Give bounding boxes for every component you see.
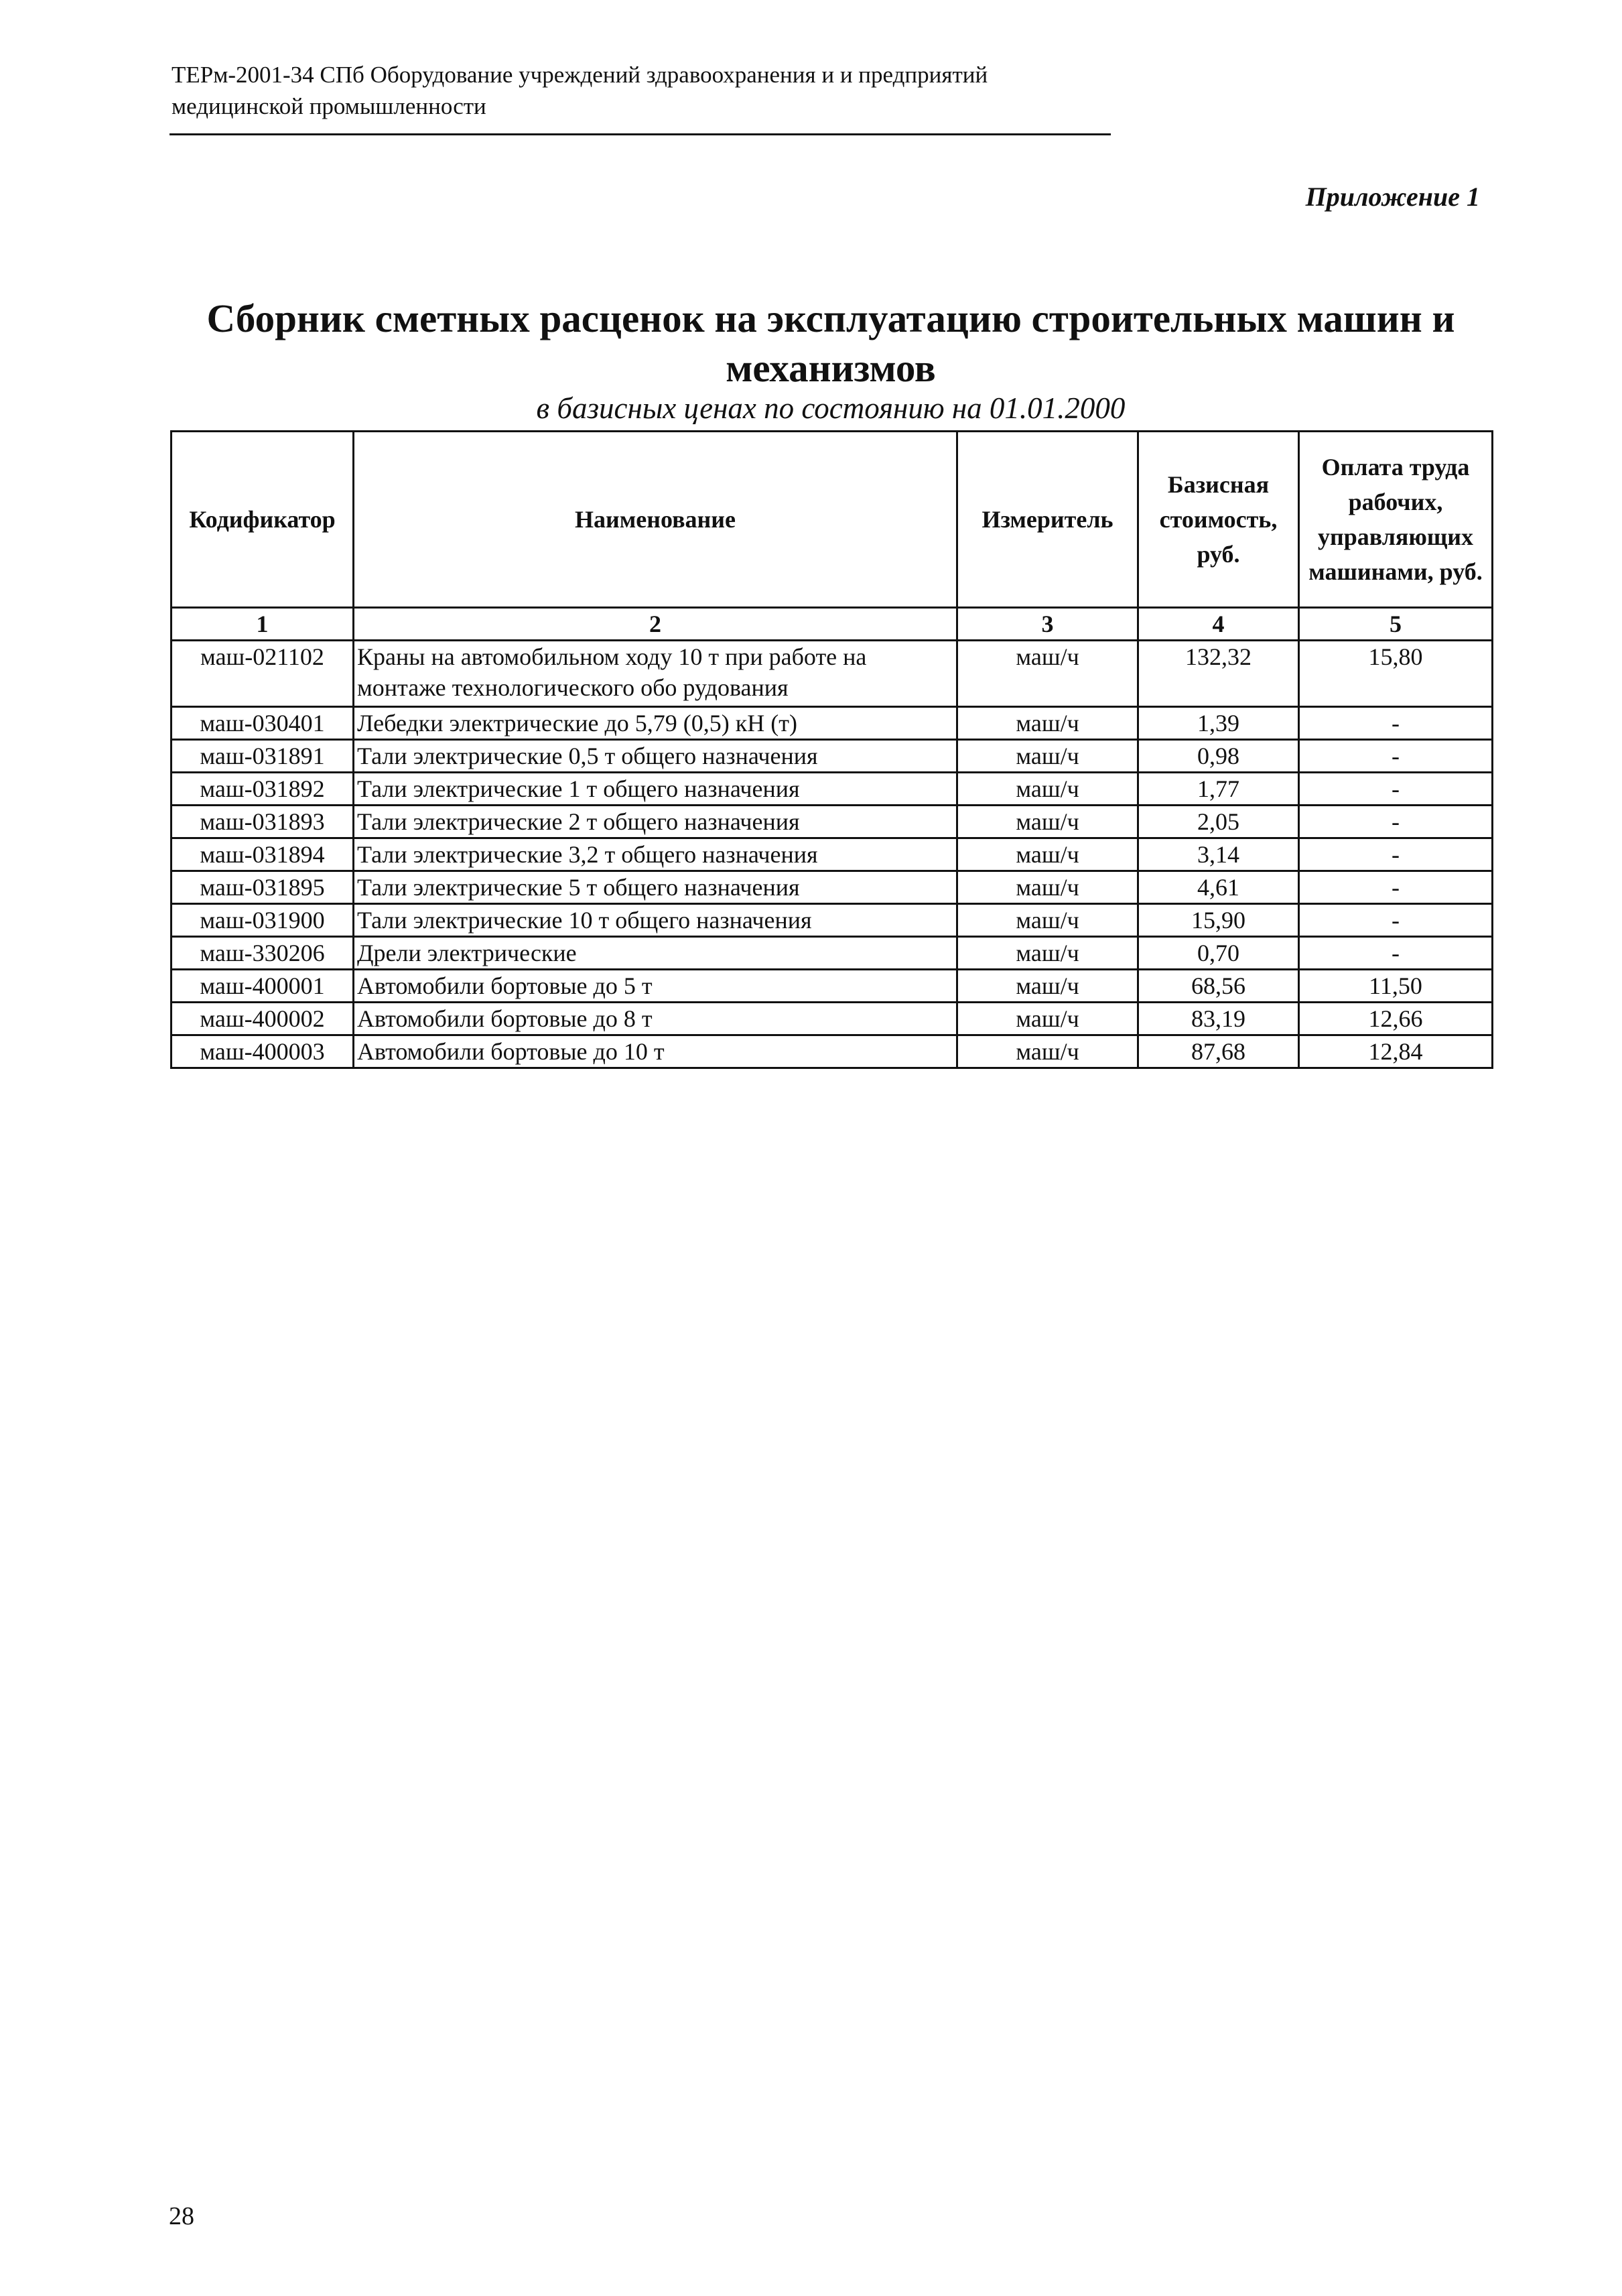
table-row xyxy=(172,937,1493,970)
document-header: ТЕРм-2001-34 СПб Оборудование учреждений здравоохранения и и предприятий медицинской промышленности xyxy=(172,62,988,119)
cell-cost: 68,56 xyxy=(1138,970,1299,1003)
cell-labor: 11,50 xyxy=(1299,970,1493,1003)
cell-code: маш-330206 xyxy=(172,937,354,970)
cell-name: Лебедки электрические до 5,79 (0,5) кН (т) xyxy=(354,707,957,740)
column-number: 3 xyxy=(957,608,1138,641)
column-header-name: Наименование xyxy=(354,432,957,608)
cell-name: Краны на автомобильном ходу 10 т при работе на монтаже технологического обо рудования xyxy=(354,641,957,707)
cell-name: Тали электрические 10 т общего назначения xyxy=(354,904,957,937)
cell-labor: - xyxy=(1299,707,1493,740)
cell-labor: 12,84 xyxy=(1299,1035,1493,1068)
cell-cost: 4,61 xyxy=(1138,871,1299,904)
cell-name: Тали электрические 1 т общего назначения xyxy=(354,773,957,806)
cell-cost: 83,19 xyxy=(1138,1003,1299,1035)
cell-code: маш-031895 xyxy=(172,871,354,904)
cell-unit: маш/ч xyxy=(957,1003,1138,1035)
cell-code: маш-031893 xyxy=(172,806,354,838)
page-title: Сборник сметных расценок на эксплуатацию строительных машин и механизмов xyxy=(206,296,1455,390)
cell-cost: 0,70 xyxy=(1138,937,1299,970)
cell-cost: 3,14 xyxy=(1138,838,1299,871)
cell-cost: 0,98 xyxy=(1138,740,1299,773)
cell-cost: 132,32 xyxy=(1138,641,1299,707)
column-header-labor: Оплата труда рабочих, управляющих машинами, руб. xyxy=(1299,432,1493,608)
table-row xyxy=(172,838,1493,871)
page-subtitle: в базисных ценах по состоянию на 01.01.2000 xyxy=(536,391,1126,425)
cell-code: маш-021102 xyxy=(172,641,354,707)
table-row xyxy=(172,1035,1493,1068)
cell-cost: 2,05 xyxy=(1138,806,1299,838)
table-row xyxy=(172,773,1493,806)
cell-name: Автомобили бортовые до 10 т xyxy=(354,1035,957,1068)
cell-labor: - xyxy=(1299,937,1493,970)
cell-code: маш-031900 xyxy=(172,904,354,937)
column-number-row xyxy=(172,608,1493,641)
cell-unit: маш/ч xyxy=(957,641,1138,707)
cell-name: Тали электрические 2 т общего назначения xyxy=(354,806,957,838)
cell-unit: маш/ч xyxy=(957,970,1138,1003)
column-number: 2 xyxy=(354,608,957,641)
cell-name: Автомобили бортовые до 5 т xyxy=(354,970,957,1003)
cell-code: маш-031891 xyxy=(172,740,354,773)
column-number: 1 xyxy=(172,608,354,641)
cell-name: Тали электрические 5 т общего назначения xyxy=(354,871,957,904)
cell-code: маш-400001 xyxy=(172,970,354,1003)
cell-labor: - xyxy=(1299,806,1493,838)
table-row xyxy=(172,970,1493,1003)
cell-unit: маш/ч xyxy=(957,740,1138,773)
cell-code: маш-031892 xyxy=(172,773,354,806)
table-row xyxy=(172,707,1493,740)
table-header-row xyxy=(172,432,1493,608)
cell-code: маш-030401 xyxy=(172,707,354,740)
cell-name: Тали электрические 3,2 т общего назначения xyxy=(354,838,957,871)
table-body xyxy=(172,641,1493,1068)
column-header-unit: Измеритель xyxy=(957,432,1138,608)
table-row xyxy=(172,871,1493,904)
cell-unit: маш/ч xyxy=(957,838,1138,871)
cell-labor: - xyxy=(1299,740,1493,773)
cell-name: Автомобили бортовые до 8 т xyxy=(354,1003,957,1035)
table-row xyxy=(172,904,1493,937)
cell-unit: маш/ч xyxy=(957,904,1138,937)
cell-labor: - xyxy=(1299,838,1493,871)
cell-unit: маш/ч xyxy=(957,707,1138,740)
table-row xyxy=(172,1003,1493,1035)
page-number: 28 xyxy=(169,2202,194,2230)
cell-cost: 15,90 xyxy=(1138,904,1299,937)
cell-labor: - xyxy=(1299,773,1493,806)
column-header-cost: Базисная стоимость, руб. xyxy=(1138,432,1299,608)
cell-unit: маш/ч xyxy=(957,871,1138,904)
column-number: 4 xyxy=(1138,608,1299,641)
column-number: 5 xyxy=(1299,608,1493,641)
cell-name: Дрели электрические xyxy=(354,937,957,970)
column-header-code: Кодификатор xyxy=(172,432,354,608)
cell-labor: 15,80 xyxy=(1299,641,1493,707)
table-row xyxy=(172,740,1493,773)
cell-unit: маш/ч xyxy=(957,773,1138,806)
cell-labor: 12,66 xyxy=(1299,1003,1493,1035)
cell-code: маш-400003 xyxy=(172,1035,354,1068)
table-row xyxy=(172,806,1493,838)
cell-cost: 87,68 xyxy=(1138,1035,1299,1068)
cell-code: маш-400002 xyxy=(172,1003,354,1035)
cell-cost: 1,77 xyxy=(1138,773,1299,806)
appendix-label: Приложение 1 xyxy=(1305,182,1480,212)
cell-unit: маш/ч xyxy=(957,806,1138,838)
cell-labor: - xyxy=(1299,904,1493,937)
cell-unit: маш/ч xyxy=(957,937,1138,970)
cell-cost: 1,39 xyxy=(1138,707,1299,740)
header-divider xyxy=(170,133,1111,135)
cell-code: маш-031894 xyxy=(172,838,354,871)
cell-unit: маш/ч xyxy=(957,1035,1138,1068)
cell-name: Тали электрические 0,5 т общего назначения xyxy=(354,740,957,773)
rates-table xyxy=(170,430,1493,1069)
cell-labor: - xyxy=(1299,871,1493,904)
table-row xyxy=(172,641,1493,707)
